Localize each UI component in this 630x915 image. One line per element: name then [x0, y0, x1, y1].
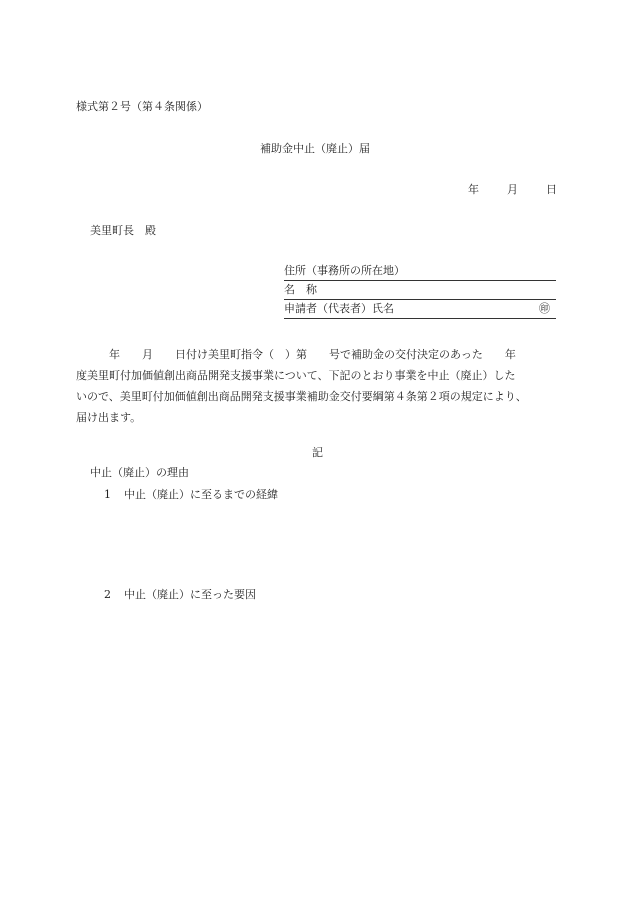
date-day-label: 日: [546, 183, 557, 196]
representative-label: 申請者（代表者）氏名: [284, 302, 394, 315]
reason-item-text: 中止（廃止）に至った要因: [124, 588, 256, 601]
date-month-label: 月: [507, 183, 518, 196]
applicant-block: [284, 262, 556, 319]
address-label: 住所（事務所の所在地）: [284, 264, 405, 277]
name-label: 名 称: [284, 283, 317, 296]
document-title: 補助金中止（廃止）届: [260, 142, 370, 155]
reason-item-text: 中止（廃止）に至るまでの経緯: [124, 488, 278, 501]
body-line: いので、美里町付加価値創出商品開発支援事業補助金交付要綱第４条第２項の規定により、: [76, 390, 527, 403]
addressee: 美里町長 殿: [90, 224, 156, 237]
seal-mark: ㊞: [539, 302, 550, 315]
ki-heading: 記: [312, 446, 323, 459]
reason-item: [104, 488, 278, 502]
body-paragraph: [76, 344, 554, 428]
name-field: [284, 281, 556, 300]
reason-item: [104, 588, 256, 602]
date-year-label: 年: [468, 183, 479, 196]
reason-item-number: 1: [104, 488, 111, 501]
form-number: 様式第２号（第４条関係）: [76, 100, 208, 113]
date-line: [468, 183, 557, 197]
reason-item-number: 2: [104, 588, 111, 601]
address-field: [284, 262, 556, 281]
representative-field: [284, 300, 556, 319]
body-line: 度美里町付加価値創出商品開発支援事業について、下記のとおり事業を中止（廃止）した: [76, 369, 516, 382]
body-line: 届け出ます。: [76, 411, 142, 424]
body-line: 年 月 日付け美里町指令（ ）第 号で補助金の交付決定のあった 年: [76, 348, 516, 361]
reason-heading: 中止（廃止）の理由: [90, 466, 189, 479]
